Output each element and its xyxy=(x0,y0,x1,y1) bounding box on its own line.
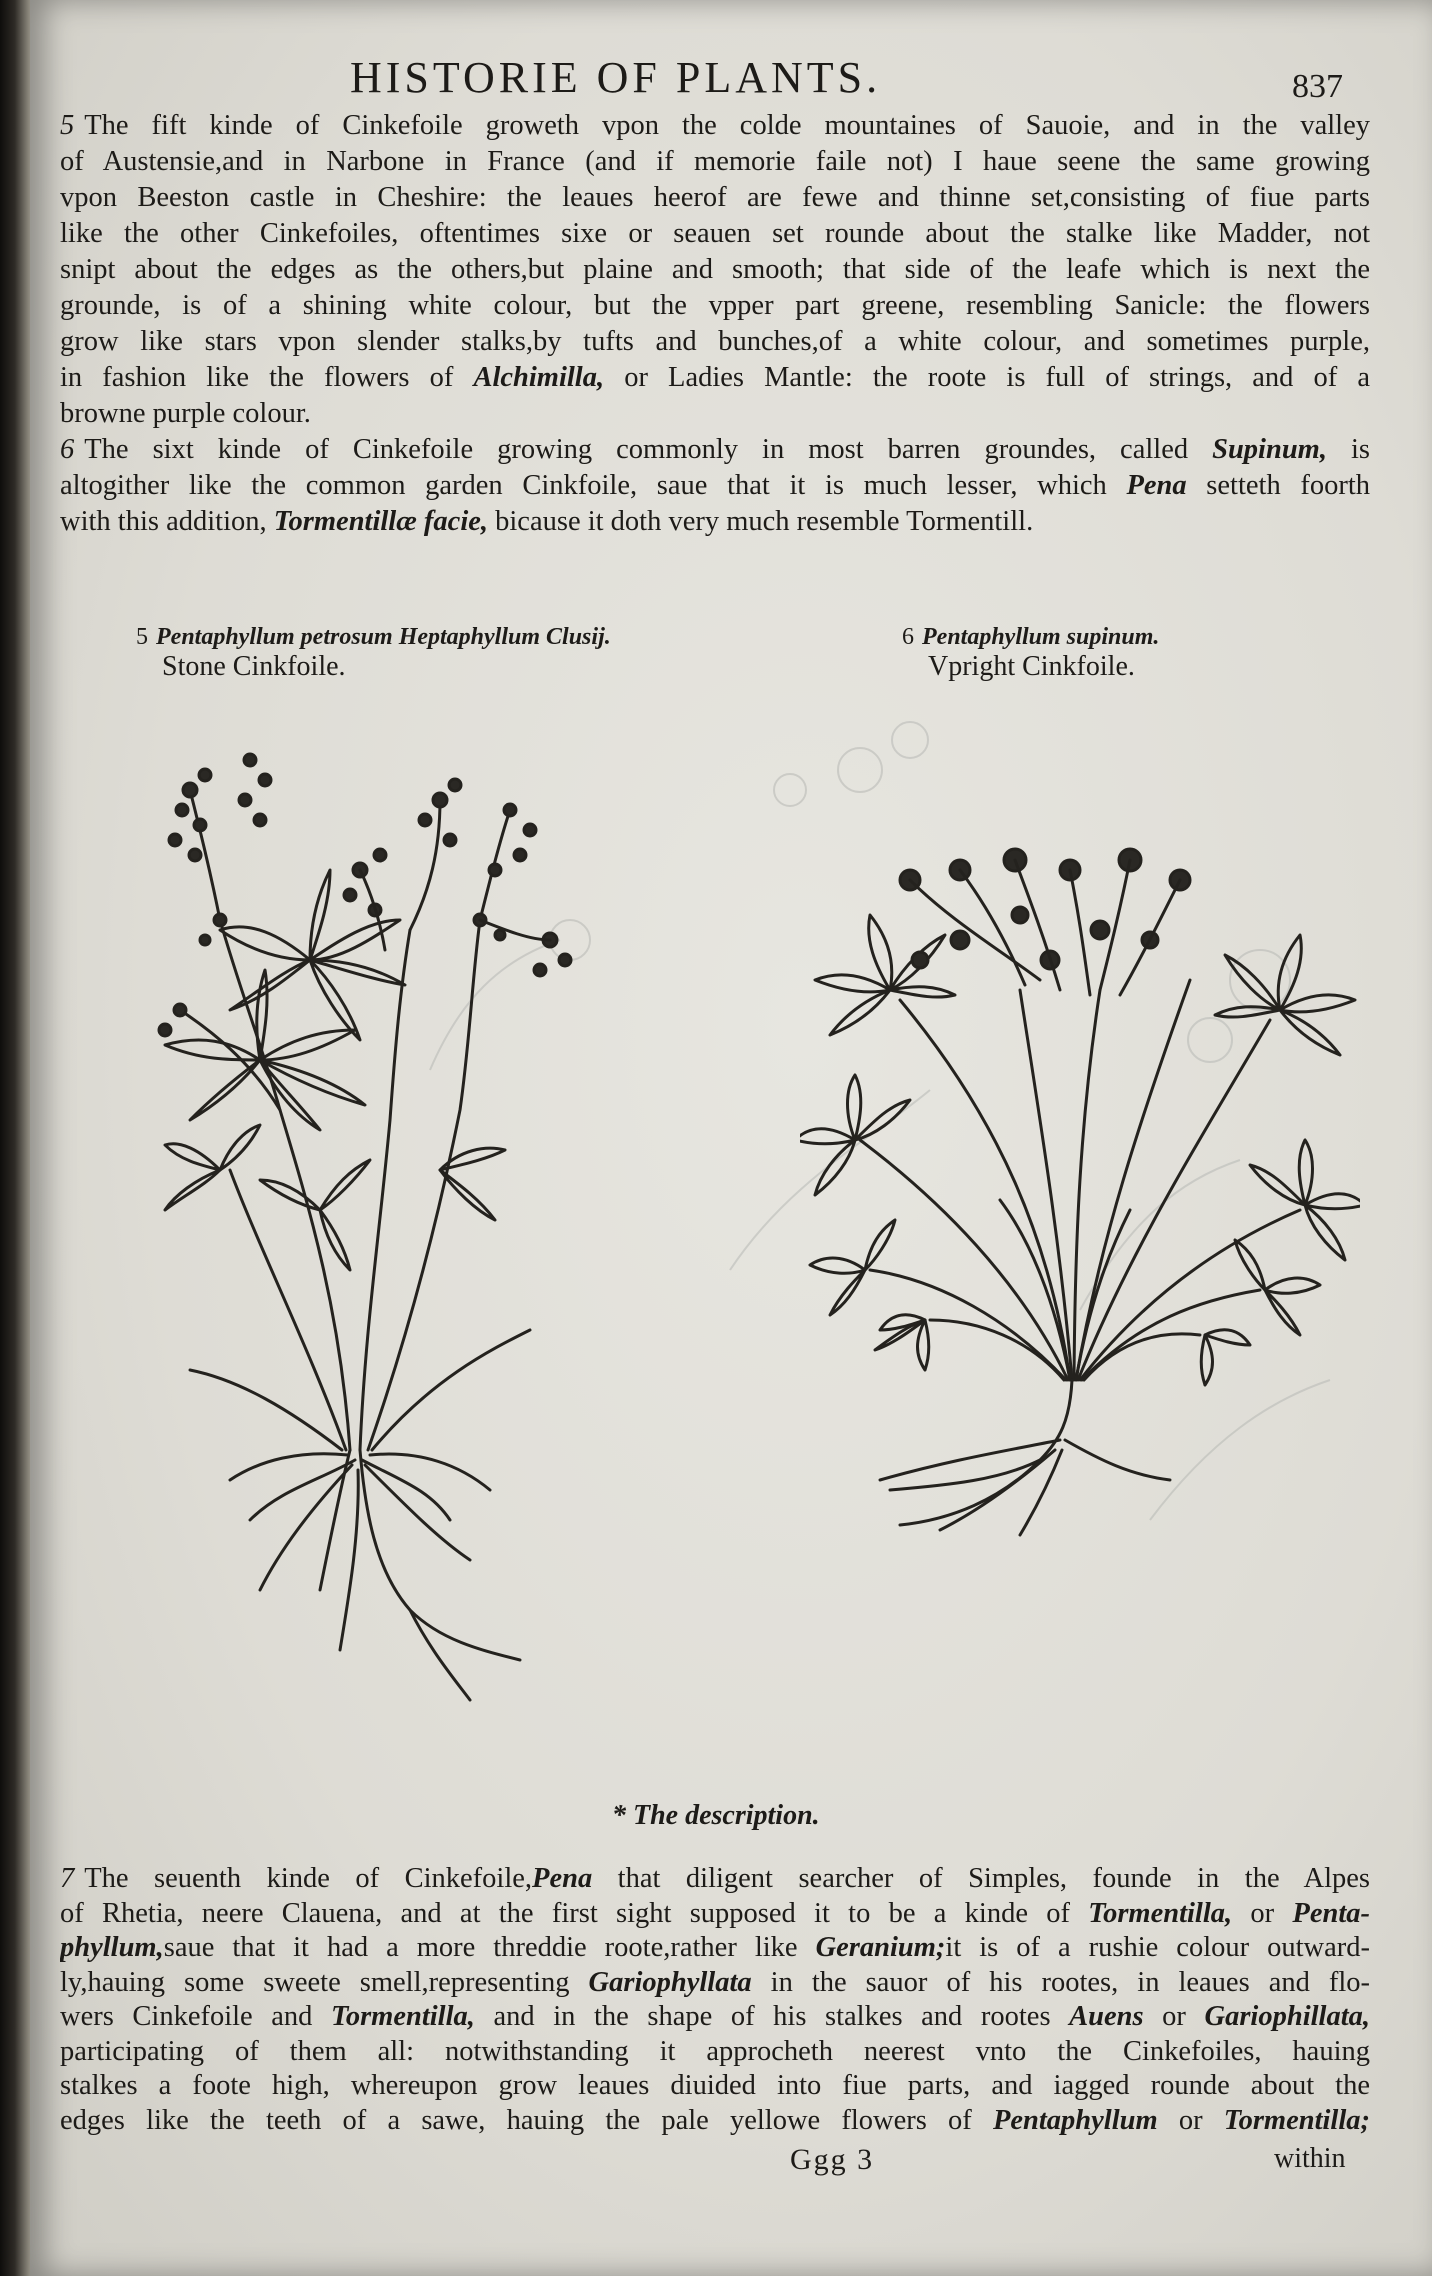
text-line: grounde, is of a shining white colour, but the vpper part greene, resembling Sanicle: the flowers xyxy=(60,290,1370,321)
text-line: in fashion like the flowers of Alchimilla, or Ladies Mantle: the roote is full of strings, and of a xyxy=(60,362,1370,393)
text-line: with this addition, Tormentillæ facie, bicause it doth very much resemble Tormentill. xyxy=(60,506,1034,537)
figure-6-english-name: Vpright Cinkfoile. xyxy=(928,651,1135,682)
text-line: snipt about the edges as the others,but plaine and smooth; that side of the leafe which is next the xyxy=(60,254,1370,285)
text-line: 6 The sixt kinde of Cinkefoile growing commonly in most barren groundes, called Supinum, is xyxy=(60,434,1370,465)
text-line: of Austensie,and in Narbone in France (and if memorie faile not) I haue seene the same growing xyxy=(60,146,1370,177)
description-heading: * The description. xyxy=(612,1800,820,1831)
text-line: grow like stars vpon slender stalks,by tufts and bunches,of a white colour, and sometimes purple, xyxy=(60,326,1370,357)
text-line: wers Cinkefoile and Tormentilla, and in the shape of his stalkes and rootes Auens or Gariophillata, xyxy=(60,2001,1370,2032)
book-page xyxy=(30,0,1432,2276)
signature-mark: Ggg 3 xyxy=(790,2143,875,2176)
figure-5-latin-name: 5 Pentaphyllum petrosum Heptaphyllum Clusij. xyxy=(136,624,611,650)
text-line: altogither like the common garden Cinkfoile, saue that it is much lesser, which Pena setteth foorth xyxy=(60,470,1370,501)
text-line: ly,hauing some sweete smell,representing Gariophyllata in the sauor of his rootes, in leaues and flo- xyxy=(60,1966,1370,1998)
text-line: 5 The fift kinde of Cinkefoile groweth vpon the colde mountaines of Sauoie, and in the valley xyxy=(60,110,1370,141)
text-line: of Rhetia, neere Clauena, and at the first sight supposed it to be a kinde of Tormentilla, or Penta- xyxy=(60,1897,1370,1929)
text-line: 7 The seuenth kinde of Cinkefoile,Pena that diligent searcher of Simples, founde in the Alpes xyxy=(60,1863,1370,1894)
text-line: phyllum,saue that it had a more threddie roote,rather like Geranium;it is of a rushie colour outward- xyxy=(60,1932,1370,1963)
text-line: participating of them all: notwithstanding it approcheth neerest vnto the Cinkefoiles, hauing xyxy=(60,2035,1370,2067)
page-number: 837 xyxy=(1292,68,1343,105)
text-line: stalkes a foote high, whereupon grow leaues diuided into fiue parts, and iagged rounde about the xyxy=(60,2070,1370,2101)
text-line: browne purple colour. xyxy=(60,398,311,429)
stone-cinkfoile-woodcut xyxy=(110,690,670,1710)
catchword: within xyxy=(1274,2143,1346,2174)
upright-cinkfoile-woodcut xyxy=(800,820,1360,1540)
figure-6-latin-name: 6 Pentaphyllum supinum. xyxy=(902,624,1160,650)
figure-5-english-name: Stone Cinkfoile. xyxy=(162,651,346,682)
text-line: like the other Cinkefoiles, oftentimes sixe or seauen set rounde about the stalke like Madder, not xyxy=(60,218,1370,249)
text-block-bottom xyxy=(60,1862,1370,2138)
running-title: HISTORIE OF PLANTS. xyxy=(350,53,882,102)
text-line: vpon Beeston castle in Cheshire: the leaues heerof are fewe and thinne set,consisting of fiue parts xyxy=(60,182,1370,213)
text-line: edges like the teeth of a sawe, hauing the pale yellowe flowers of Pentaphyllum or Tormentilla; xyxy=(60,2104,1370,2136)
text-block-top xyxy=(60,108,1370,540)
